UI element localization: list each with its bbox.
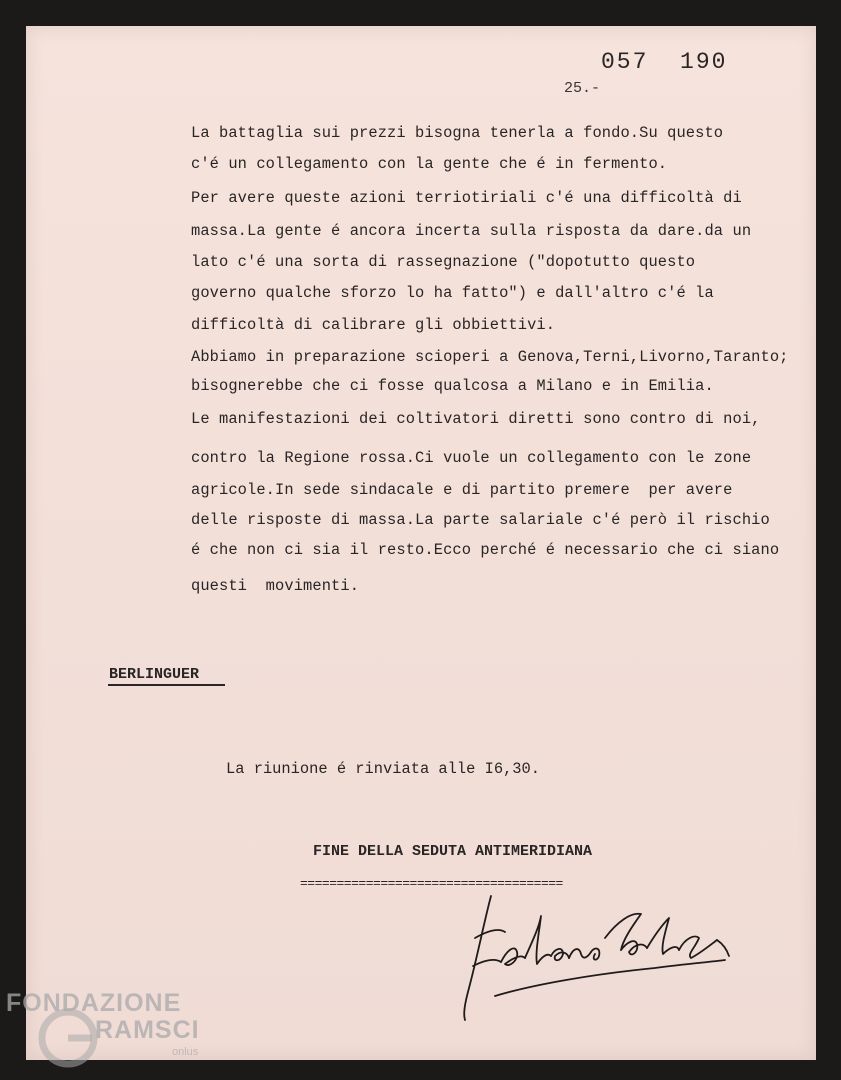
body-line: La battaglia sui prezzi bisogna tenerla a fondo.Su questo xyxy=(191,124,724,142)
document-number: 057 190 xyxy=(601,49,728,75)
body-line: governo qualche sforzo lo ha fatto") e dall'altro c'é la xyxy=(191,284,714,302)
body-line: agricole.In sede sindacale e di partito premere per avere xyxy=(191,481,733,499)
session-end-heading: FINE DELLA SEDUTA ANTIMERIDIANA xyxy=(313,843,593,860)
body-line: Abbiamo in preparazione scioperi a Genova,Terni,Livorno,Taranto; xyxy=(191,348,789,366)
watermark-text: FONDAZIONE xyxy=(6,989,182,1017)
watermark-text: onlus xyxy=(172,1046,199,1058)
body-line: difficoltà di calibrare gli obbiettivi. xyxy=(191,316,556,334)
body-line: c'é un collegamento con la gente che é in fermento. xyxy=(191,155,668,173)
double-rule: ==================================== xyxy=(300,876,563,891)
body-line: lato c'é una sorta di rassegnazione ("dopotutto questo xyxy=(191,253,696,271)
watermark-text: RAMSCI xyxy=(95,1016,200,1044)
speaker-underline xyxy=(108,684,225,686)
body-line: é che non ci sia il resto.Ecco perché é necessario che ci siano xyxy=(191,541,780,559)
body-line: massa.La gente é ancora incerta sulla risposta da dare.da un xyxy=(191,222,752,240)
body-line: Le manifestazioni dei coltivatori diretti sono contro di noi, xyxy=(191,410,761,428)
body-line: Per avere queste azioni terriotiriali c'é una difficoltà di xyxy=(191,189,742,207)
speaker-name: BERLINGUER xyxy=(109,666,200,683)
page-number: 25.- xyxy=(564,80,601,97)
signature-icon xyxy=(455,878,745,1028)
adjournment-note: La riunione é rinviata alle I6,30. xyxy=(226,760,541,778)
body-line: delle risposte di massa.La parte salariale c'é però il rischio xyxy=(191,511,770,529)
body-line: bisognerebbe che ci fosse qualcosa a Milano e in Emilia. xyxy=(191,377,714,395)
body-line: contro la Regione rossa.Ci vuole un collegamento con le zone xyxy=(191,449,752,467)
body-line: questi movimenti. xyxy=(191,577,360,595)
